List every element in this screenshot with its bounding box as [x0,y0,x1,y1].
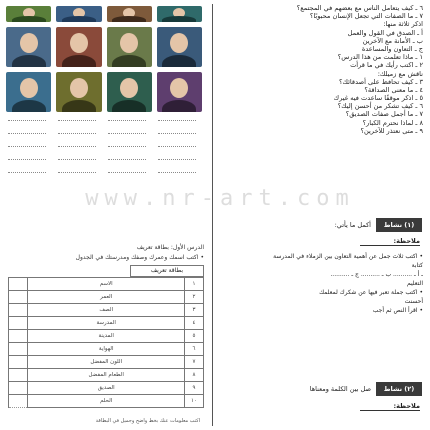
row-number: ٧ [185,356,204,369]
dotted-lines-column [156,112,198,182]
row-number: ٩ [185,382,204,395]
questions-list [218,4,423,135]
row-answer [9,291,28,304]
table-row [9,330,204,343]
row-answer [9,395,28,408]
portrait-photo [107,27,152,67]
row-label: الصديق [28,382,185,395]
row-number: ٥ [185,330,204,343]
row-label: الاسم [28,278,185,291]
portrait-photo [6,6,51,22]
portrait-photo [56,72,101,112]
row-number: ٨ [185,369,204,382]
dotted-lines-column [56,112,98,182]
question-line: ٧ ـ ما أجمل صفات الصديق؟ [345,110,423,119]
portrait-photo [157,27,202,67]
row-number: ٢ [185,291,204,304]
portrait-photo [6,72,51,112]
row-label: المدينة [28,330,185,343]
table-heading: بطاقة تعريف [130,265,204,277]
watermark: www.nr-art.com [85,186,355,211]
question-line: ٥ ـ اذكر موقفًا ساعدت فيه غيرك [333,94,423,103]
question-line: ١ ـ ماذا تعلمت من هذا الدرس؟ [337,53,423,62]
row-label: الصف [28,304,185,317]
table-row [9,291,204,304]
question-line: ٢ ـ اكتب رأيك في ما قرأت [350,61,423,70]
row-answer [9,356,28,369]
table-row [9,317,204,330]
row-label: المدرسة [28,317,185,330]
row-answer [9,369,28,382]
activity-title: أكمل ما يأتي: [334,221,371,229]
activity-line: • اقرأ النص ثم أجب [372,307,423,314]
row-number: ٣ [185,304,204,317]
question-line: ٧ ـ ما الصفات التي تجعل الإنسان محبوبًا؟ [309,12,423,21]
question-line: ٩ ـ متى نعتذر للآخرين؟ [360,126,423,135]
lesson-title: الدرس الأول: بطاقة تعريف [136,244,204,251]
row-number: ١٠ [185,395,204,408]
question-line: أ ـ الصدق في القول والعمل [347,28,423,37]
portrait-photo [157,72,202,112]
lesson-instruction: • اكتب اسمك وعمرك وصفك ومدرستك في الجدول [75,254,204,261]
row-label: الطعام المفضل [28,369,185,382]
question-line: ٤ ـ ما معنى الصداقة؟ [364,85,423,94]
portrait-photo [56,27,101,67]
question-line: ب ـ الأمانة مع الآخرين [362,36,423,45]
question-line: ٣ ـ كيف تحافظ على أصدقائك؟ [339,77,423,86]
row-number: ١ [185,278,204,291]
table-row [9,382,204,395]
portrait-photo [107,6,152,22]
question-line: ٨ ـ لماذا نحترم الكبار؟ [362,118,423,127]
activity-line: ـ أ ـ .......... ب ـ .......... ج ـ .......... [330,271,423,278]
question-line: ج ـ التعاون والمساعدة [361,44,423,53]
activity-2-header [292,382,422,396]
question-line: ٦ ـ كيف يتعامل الناس مع بعضهم في المجتمع؟ [296,4,423,12]
row-answer [9,317,28,330]
photo-grid [6,6,202,112]
activity-label: (١) نشاط [376,218,422,232]
activity-1-header [292,218,422,232]
activity-line: كتابة [411,262,423,269]
note-heading: ملاحظة: [360,402,420,411]
row-number: ٦ [185,343,204,356]
row-label: الحلم [28,395,185,408]
activity-1-content [218,252,423,315]
activity-line: أحسنت [404,298,423,305]
row-answer [9,330,28,343]
table-row [9,369,204,382]
row-label: الهواية [28,343,185,356]
table-caption: اكتب معلومات عنك بخط واضح وجميل في البطاقة [95,418,200,424]
portrait-photo [107,72,152,112]
info-table [8,277,204,408]
activity-title: صل بين الكلمة ومعناها [309,385,371,393]
table-row [9,395,204,408]
row-answer [9,278,28,291]
row-number: ٤ [185,317,204,330]
row-label: اللون المفضل [28,356,185,369]
row-label: العمر [28,291,185,304]
writing-lines [6,112,202,188]
question-line: اذكر ثلاثة منها: [383,20,423,29]
row-answer [9,343,28,356]
table-row [9,278,204,291]
activity-label: (٢) نشاط [376,382,422,396]
question-line: ناقش مع زميلك: [377,69,423,78]
dotted-lines-column [6,112,48,182]
portrait-photo [157,6,202,22]
activity-line: • اكتب ثلاث جمل عن أهمية التعاون بين الزملاء في المدرسة [273,253,423,260]
row-answer [9,382,28,395]
note-heading: ملاحظة: [360,237,420,246]
column-divider [212,4,213,426]
table-row [9,343,204,356]
activity-line: التعليم [407,280,423,287]
question-line: ٦ ـ كيف تشكر من أحسن إليك؟ [337,102,423,111]
dotted-lines-column [106,112,148,182]
table-row [9,356,204,369]
table-row [9,304,204,317]
activity-line: • اكتب جملة تعبر فيها عن شكرك لمعلمك [319,289,423,296]
portrait-photo [56,6,101,22]
portrait-photo [6,27,51,67]
row-answer [9,304,28,317]
